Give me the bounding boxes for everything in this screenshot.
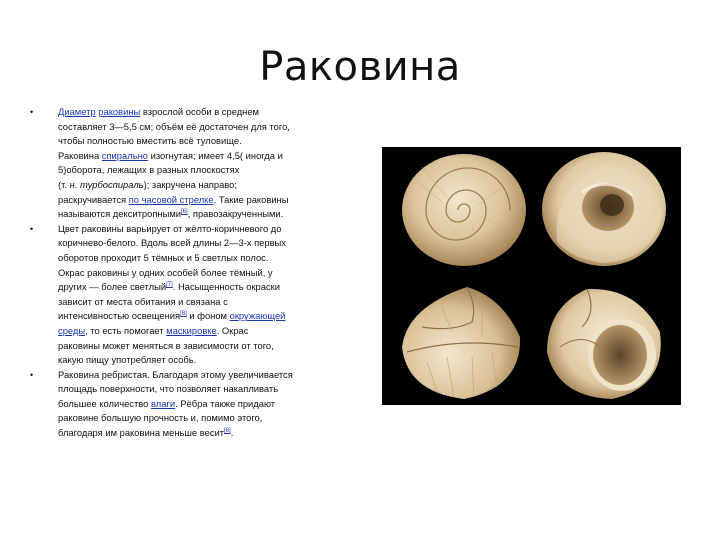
text-run: раковине большую прочность и, помимо этого, bbox=[58, 412, 263, 424]
text-run: . Такие раковины bbox=[213, 193, 289, 205]
bullet-text bbox=[58, 105, 340, 222]
text-line bbox=[58, 368, 340, 383]
text-run: и фоном bbox=[186, 310, 230, 322]
footnote-link[interactable]: [6] bbox=[181, 209, 188, 216]
bullet-item bbox=[30, 105, 340, 222]
text-run: . Насыщенность окраски bbox=[172, 281, 280, 293]
shells-illustration bbox=[382, 147, 681, 405]
text-line bbox=[58, 120, 340, 135]
bullet-text bbox=[58, 222, 340, 368]
text-run: составляет 3—5,5 см; объём её достаточен для того, bbox=[58, 120, 290, 132]
text-link[interactable]: Диаметр bbox=[58, 106, 96, 117]
text-run: взрослой особи в среднем bbox=[140, 106, 260, 117]
text-line bbox=[58, 134, 340, 149]
text-run: , правозакрученными. bbox=[187, 208, 284, 220]
text-run: , то есть помогает bbox=[85, 324, 167, 336]
text-link[interactable]: окружающей bbox=[229, 310, 286, 322]
text-line bbox=[58, 309, 340, 324]
text-line bbox=[58, 353, 340, 368]
footnote-marker bbox=[181, 209, 188, 215]
slide-title: Раковина bbox=[259, 44, 461, 90]
text-run: 5)оборота, лежащих в разных плоскостях bbox=[58, 164, 240, 176]
text-run: раскручивается bbox=[58, 193, 129, 205]
text-line bbox=[58, 382, 340, 397]
footnote-marker bbox=[224, 428, 231, 434]
footnote-link[interactable]: [7] bbox=[166, 282, 173, 288]
text-run: чтобы полностью вместить всё туловище. bbox=[58, 135, 242, 147]
bullet-item bbox=[30, 222, 340, 368]
text-run: называются декситропными bbox=[58, 208, 182, 220]
text-link[interactable]: маскировке bbox=[166, 324, 217, 336]
text-line bbox=[58, 266, 340, 281]
text-link[interactable]: среды bbox=[58, 324, 86, 336]
text-line bbox=[58, 178, 340, 193]
text-run: ); закручена направо; bbox=[143, 178, 238, 190]
text-link[interactable]: по часовой стрелке bbox=[128, 193, 214, 205]
text-run: оборотов проходит 5 тёмных и 5 светлых полос. bbox=[58, 251, 269, 263]
snail-shells-photo bbox=[382, 147, 681, 405]
text-run: изогнутая; имеет 4,5( иногда и bbox=[147, 149, 283, 161]
text-line bbox=[58, 295, 340, 310]
text-line bbox=[58, 251, 340, 266]
bullet-marker: • bbox=[30, 369, 34, 380]
text-run: (т. н. bbox=[58, 178, 80, 190]
text-run: раковины может меняться в зависимости от того, bbox=[58, 339, 274, 351]
text-line bbox=[58, 411, 340, 426]
bullet-list bbox=[30, 105, 340, 441]
footnote-link[interactable]: [8] bbox=[180, 311, 187, 318]
text-run: Раковина bbox=[58, 149, 102, 161]
text-line bbox=[58, 236, 340, 251]
text-link[interactable]: спирально bbox=[101, 149, 148, 161]
text-run: Окрас раковины у одних особей более тёмный, у bbox=[58, 266, 273, 278]
bullet-marker: • bbox=[30, 107, 34, 117]
text-line bbox=[58, 222, 340, 237]
text-line bbox=[58, 163, 340, 178]
text-line bbox=[58, 207, 340, 222]
shell-umbilicus-view bbox=[542, 152, 666, 266]
text-line bbox=[58, 397, 340, 412]
text-line bbox=[58, 324, 340, 339]
bullet-marker: • bbox=[30, 223, 34, 234]
text-run: большее количество bbox=[58, 397, 151, 409]
text-line bbox=[58, 280, 340, 295]
text-run: зависит от места обитания и связана с bbox=[58, 295, 228, 307]
text-link[interactable]: влаги bbox=[150, 397, 176, 409]
text-run: Раковина ребристая. Благодаря этому увеличивается bbox=[58, 368, 293, 380]
italic-term: турбоспираль bbox=[79, 178, 144, 190]
text-line bbox=[58, 426, 340, 441]
text-run: других — более светлый bbox=[58, 281, 167, 293]
text-run: какую пищу употребляет особь. bbox=[58, 354, 197, 366]
text-run: Цвет раковины варьирует от жёлто-коричневого до bbox=[58, 222, 282, 234]
text-link[interactable]: раковины bbox=[98, 106, 141, 117]
footnote-link[interactable]: [6] bbox=[224, 427, 231, 434]
footnote-marker bbox=[180, 311, 187, 317]
text-line bbox=[58, 339, 340, 354]
text-run: . bbox=[230, 427, 234, 439]
text-run: площадь поверхности, что позволяет накапливать bbox=[58, 383, 279, 395]
bullet-item bbox=[30, 368, 340, 441]
text-line bbox=[58, 149, 340, 164]
footnote-marker bbox=[166, 282, 173, 288]
shell-side-view bbox=[402, 287, 520, 399]
shell-apex-view bbox=[402, 154, 526, 266]
text-line bbox=[58, 105, 340, 120]
text-run: коричнево-белого. Вдоль всей длины 2—3-х первых bbox=[58, 237, 286, 249]
shell-aperture-view bbox=[547, 289, 661, 399]
text-run: интенсивностью освещения bbox=[58, 310, 181, 322]
text-line bbox=[58, 193, 340, 208]
bullet-text bbox=[58, 368, 340, 441]
text-run: . Рёбра также придают bbox=[175, 397, 276, 409]
text-run: . Окрас bbox=[216, 324, 249, 336]
text-run: благодаря им раковина меньше весит bbox=[58, 427, 225, 439]
